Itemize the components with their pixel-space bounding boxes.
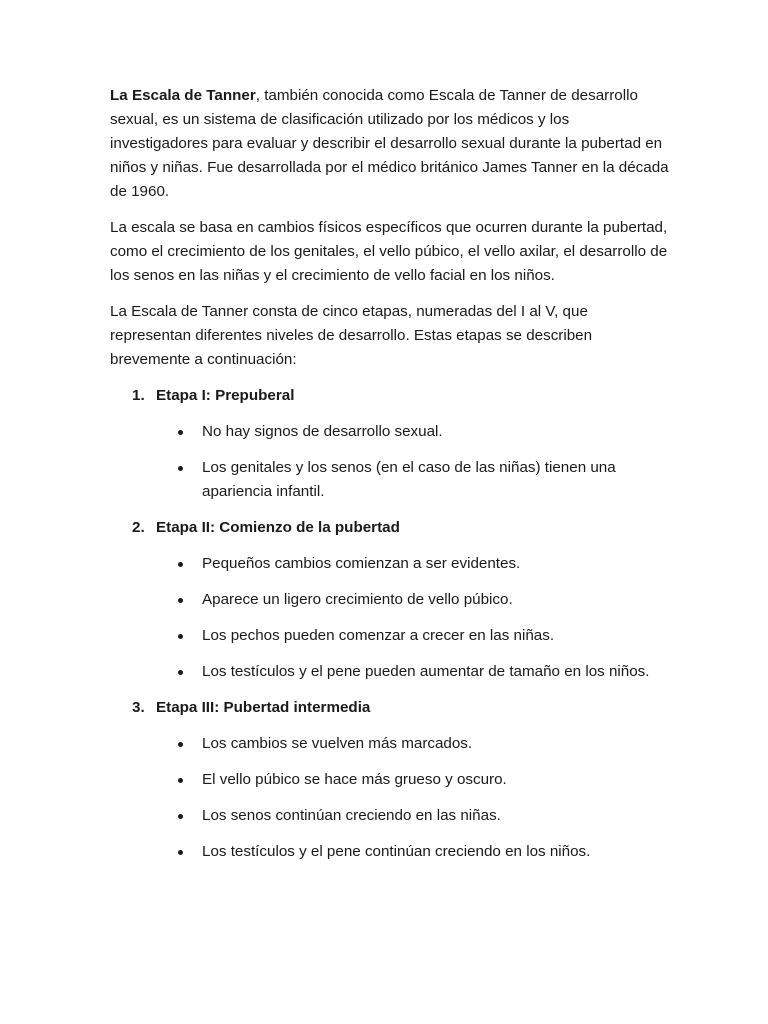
bullet-text: El vello púbico se hace más grueso y oscuro.: [202, 771, 507, 788]
intro-paragraph-1: [110, 84, 670, 204]
stage-number: 2.: [132, 519, 145, 536]
bullet-icon: [178, 598, 183, 603]
bullet-icon: [178, 778, 183, 783]
stage-item: [110, 516, 670, 684]
bullet-icon: [178, 814, 183, 819]
bullet-text: Los cambios se vuelven más marcados.: [202, 735, 473, 752]
bullet-item: [110, 588, 670, 612]
bullet-text: Los genitales y los senos (en el caso de las niñas) tienen una apariencia infantil.: [202, 459, 616, 500]
intro-paragraph-2: La escala se basa en cambios físicos específicos que ocurren durante la pubertad, como el crecimiento de los genitales, el vello púbico, el vello axilar, el desarrollo de los senos en las niñas y el crecimiento de vello facial en los niños.: [110, 219, 668, 284]
bullet-item: [110, 456, 670, 504]
bullet-text: Los pechos pueden comenzar a crecer en las niñas.: [202, 627, 555, 644]
bullet-item: [110, 624, 670, 648]
bullet-icon: [178, 466, 183, 471]
bullet-text: Los senos continúan creciendo en las niñas.: [202, 807, 501, 824]
stage-title: Etapa II: Comienzo de la pubertad: [156, 519, 400, 536]
document-page: [110, 84, 670, 876]
stage-item: [110, 696, 670, 864]
bullet-icon: [178, 742, 183, 747]
bullet-icon: [178, 670, 183, 675]
stages-list: [110, 384, 670, 864]
stage-title: Etapa I: Prepuberal: [156, 387, 295, 404]
bullet-icon: [178, 634, 183, 639]
bullet-text: Los testículos y el pene pueden aumentar de tamaño en los niños.: [202, 663, 650, 680]
stage-bullets: [110, 552, 670, 684]
bullet-text: Aparece un ligero crecimiento de vello púbico.: [202, 591, 513, 608]
stage-item: [110, 384, 670, 504]
stage-heading: [110, 696, 670, 720]
bullet-icon: [178, 562, 183, 567]
bullet-icon: [178, 430, 183, 435]
stage-bullets: [110, 420, 670, 504]
bullet-text: No hay signos de desarrollo sexual.: [202, 423, 443, 440]
intro-paragraph-1-text: , también conocida como Escala de Tanner de desarrollo sexual, es un sistema de clasificación utilizado por los médicos y los investigadores para evaluar y describir el desarrollo sexual durante la pubertad en niños y niñas. Fue desarrollada por el médico británico James Tanner en la década de 1960.: [110, 87, 669, 200]
stage-number: 1.: [132, 387, 145, 404]
bullet-text: Los testículos y el pene continúan creciendo en los niños.: [202, 843, 591, 860]
bullet-icon: [178, 850, 183, 855]
stage-bullets: [110, 732, 670, 864]
intro-paragraph-3: La Escala de Tanner consta de cinco etapas, numeradas del I al V, que representan diferentes niveles de desarrollo. Estas etapas se describen brevemente a continuación:: [110, 303, 593, 368]
bullet-item: [110, 732, 670, 756]
bullet-item: [110, 660, 670, 684]
stage-heading: [110, 384, 670, 408]
bullet-item: [110, 804, 670, 828]
intro-bold-term: La Escala de Tanner: [110, 87, 256, 104]
bullet-text: Pequeños cambios comienzan a ser evidentes.: [202, 555, 521, 572]
stage-number: 3.: [132, 699, 145, 716]
stage-title: Etapa III: Pubertad intermedia: [156, 699, 371, 716]
bullet-item: [110, 420, 670, 444]
bullet-item: [110, 768, 670, 792]
stage-heading: [110, 516, 670, 540]
bullet-item: [110, 552, 670, 576]
bullet-item: [110, 840, 670, 864]
